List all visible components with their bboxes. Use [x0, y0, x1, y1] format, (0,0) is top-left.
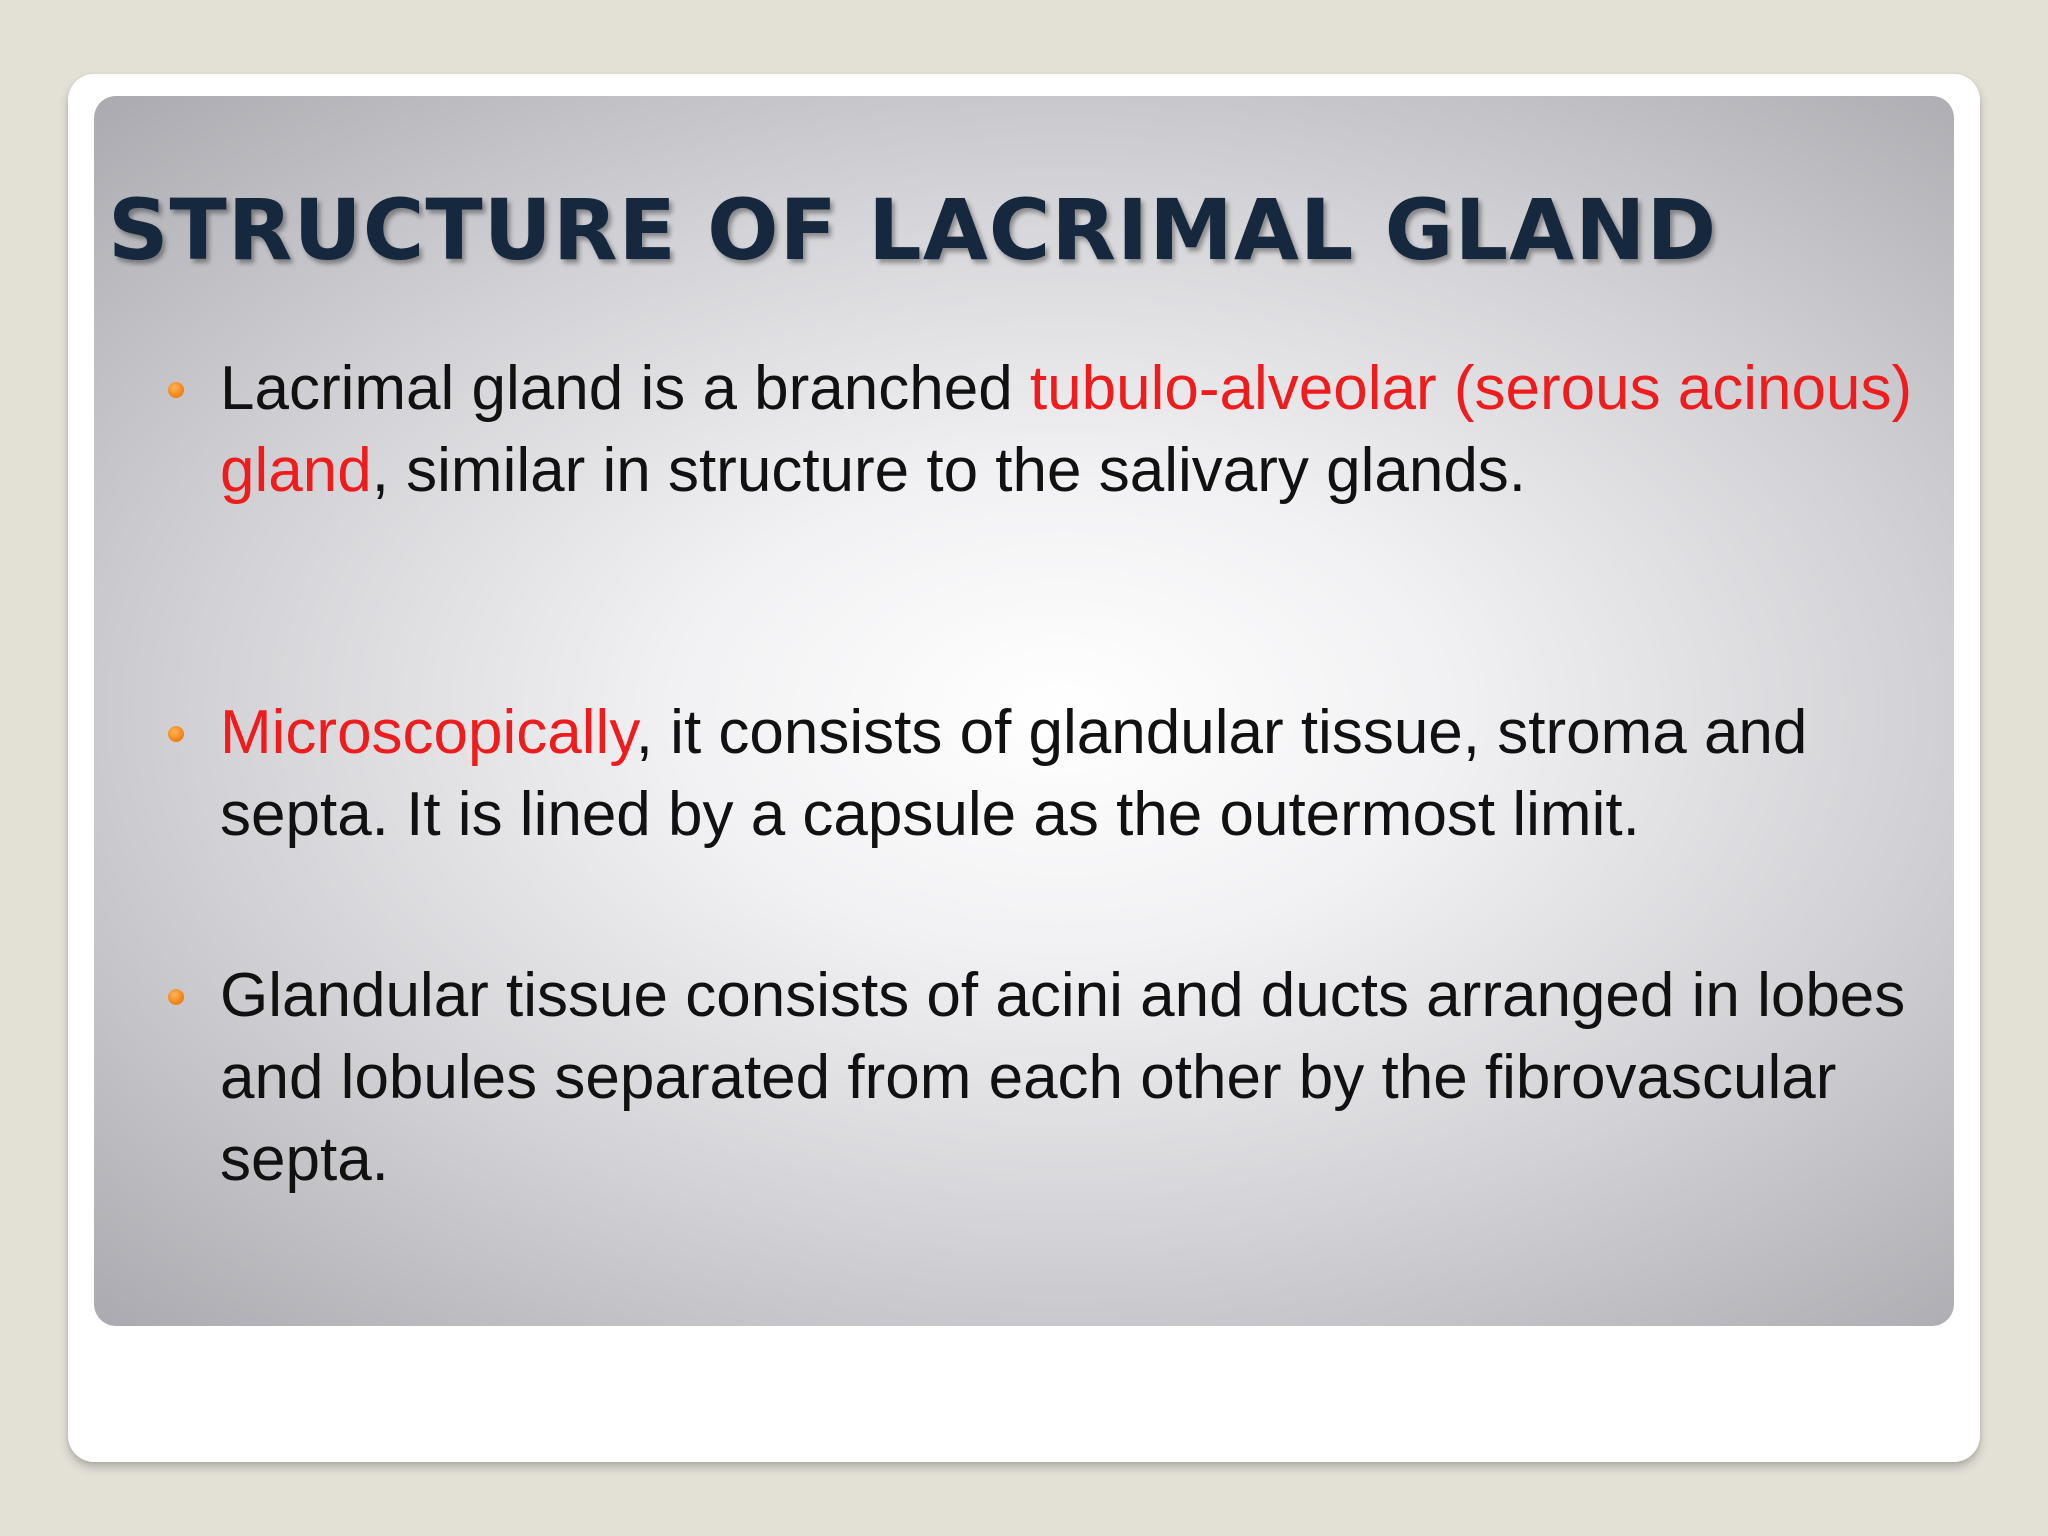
bullet-text: Glandular tissue consists of acini and ducts arranged in lobes and lobules separated from each other by the fibrovascular septa.	[220, 961, 1906, 1194]
bullet-text	[220, 692, 1920, 856]
bullet-text-highlight: Microscopically	[220, 698, 636, 767]
bullet-text-plain: Lacrimal gland is a branched	[220, 354, 1030, 423]
bullet-marker-icon	[168, 382, 184, 398]
slide-title: STRUCTURE OF LACRIMAL GLAND	[108, 181, 1718, 279]
bullet-text-plain: , similar in structure to the salivary glands.	[371, 436, 1527, 505]
bullet-text	[220, 348, 1920, 512]
bullet-marker-icon	[168, 989, 184, 1005]
bullet-marker-icon	[168, 726, 184, 742]
bullet-text-highlight: tubulo-alveolar (serous acinous) gland	[220, 354, 1913, 505]
bullet-text-plain: , it consists of glandular tissue, stroma and septa. It is lined by a capsule as the outermost limit.	[220, 698, 1808, 849]
